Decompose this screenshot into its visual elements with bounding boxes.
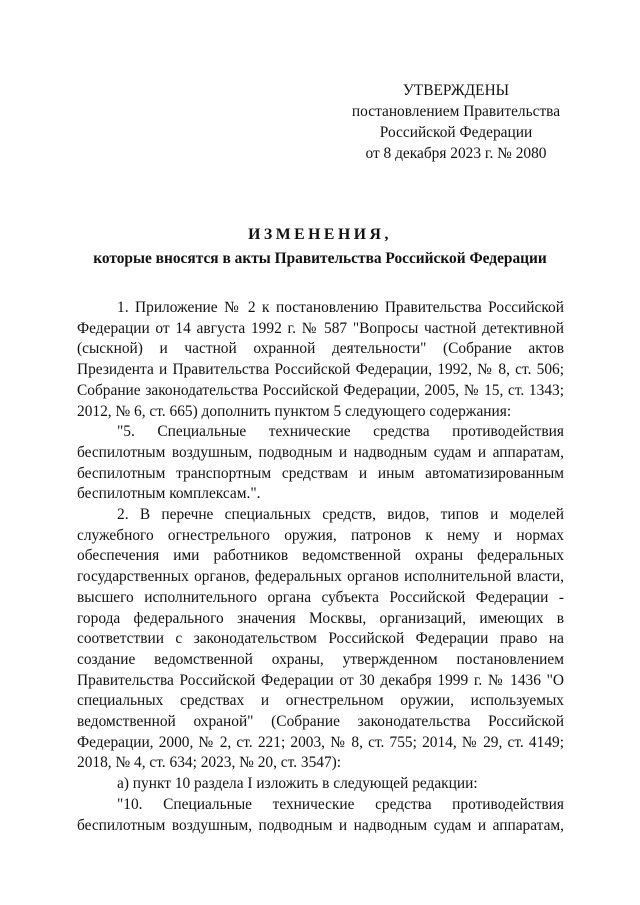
document-subtitle: которые вносятся в акты Правительства Российской Федерации xyxy=(93,250,547,267)
paragraph-quote-10: "10. Специальные технические средства противодействия беспилотным воздушным, подводным и надводным судам и аппаратам, xyxy=(77,795,564,834)
paragraph-2a: а) пункт 10 раздела I изложить в следующей редакции: xyxy=(117,775,478,793)
approval-heading: УТВЕРЖДЕНЫ xyxy=(402,82,510,99)
document-title: ИЗМЕНЕНИЯ, xyxy=(248,226,392,243)
approval-block xyxy=(340,80,572,164)
approval-line: Российской Федерации xyxy=(379,124,533,141)
paragraph-1: 1. Приложение № 2 к постановлению Правительства Российской Федерации от 14 августа 1992 г. № 587 "Вопросы частной детективной (сыскной) и частной охранной деятельности" (Собрание актов Президента и Правительства Российской Федерации, 1992, № 8, ст. 506; Собрание законодательства Российской Федерации, 2005, № 15, ст. 1343; 2012, № 6, ст. 665) дополнить пунктом 5 следующего содержания: xyxy=(77,299,564,420)
document-body xyxy=(77,298,564,836)
approval-line: постановлением Правительства xyxy=(351,103,561,120)
paragraph-2: 2. В перечне специальных средств, видов, типов и моделей служебного огнестрельного оружия, патронов к нему и нормах обеспечения ими работников ведомственной охраны федеральных государственных органов, федеральных органов исполнительной власти, высшего исполнительного органа субъекта Российской Федерации - города федерального значения Москвы, организаций, имеющих в соответствии с законодательством Российской Федерации право на создание ведомственной охраны, утвержденном постановлением Правительства Российской Федерации от 30 декабря 1999 г. № 1436 "О специальных средствах и огнестрельном оружии, используемых ведомственной охраной" (Собрание законодательства Российской Федерации, 2000, № 2, ст. 221; 2003, № 8, ст. 755; 2014, № 29, ст. 4149; 2018, № 4, ст. 634; 2023, № 20, ст. 3547): xyxy=(77,506,564,772)
approval-date: от 8 декабря 2023 г. № 2080 xyxy=(365,145,547,162)
paragraph-quote-5: "5. Специальные технические средства противодействия беспилотным воздушным, подводным и надводным судам и аппаратам, беспилотным транспортным средствам и иным автоматизированным беспилотным комплексам.". xyxy=(77,423,564,503)
